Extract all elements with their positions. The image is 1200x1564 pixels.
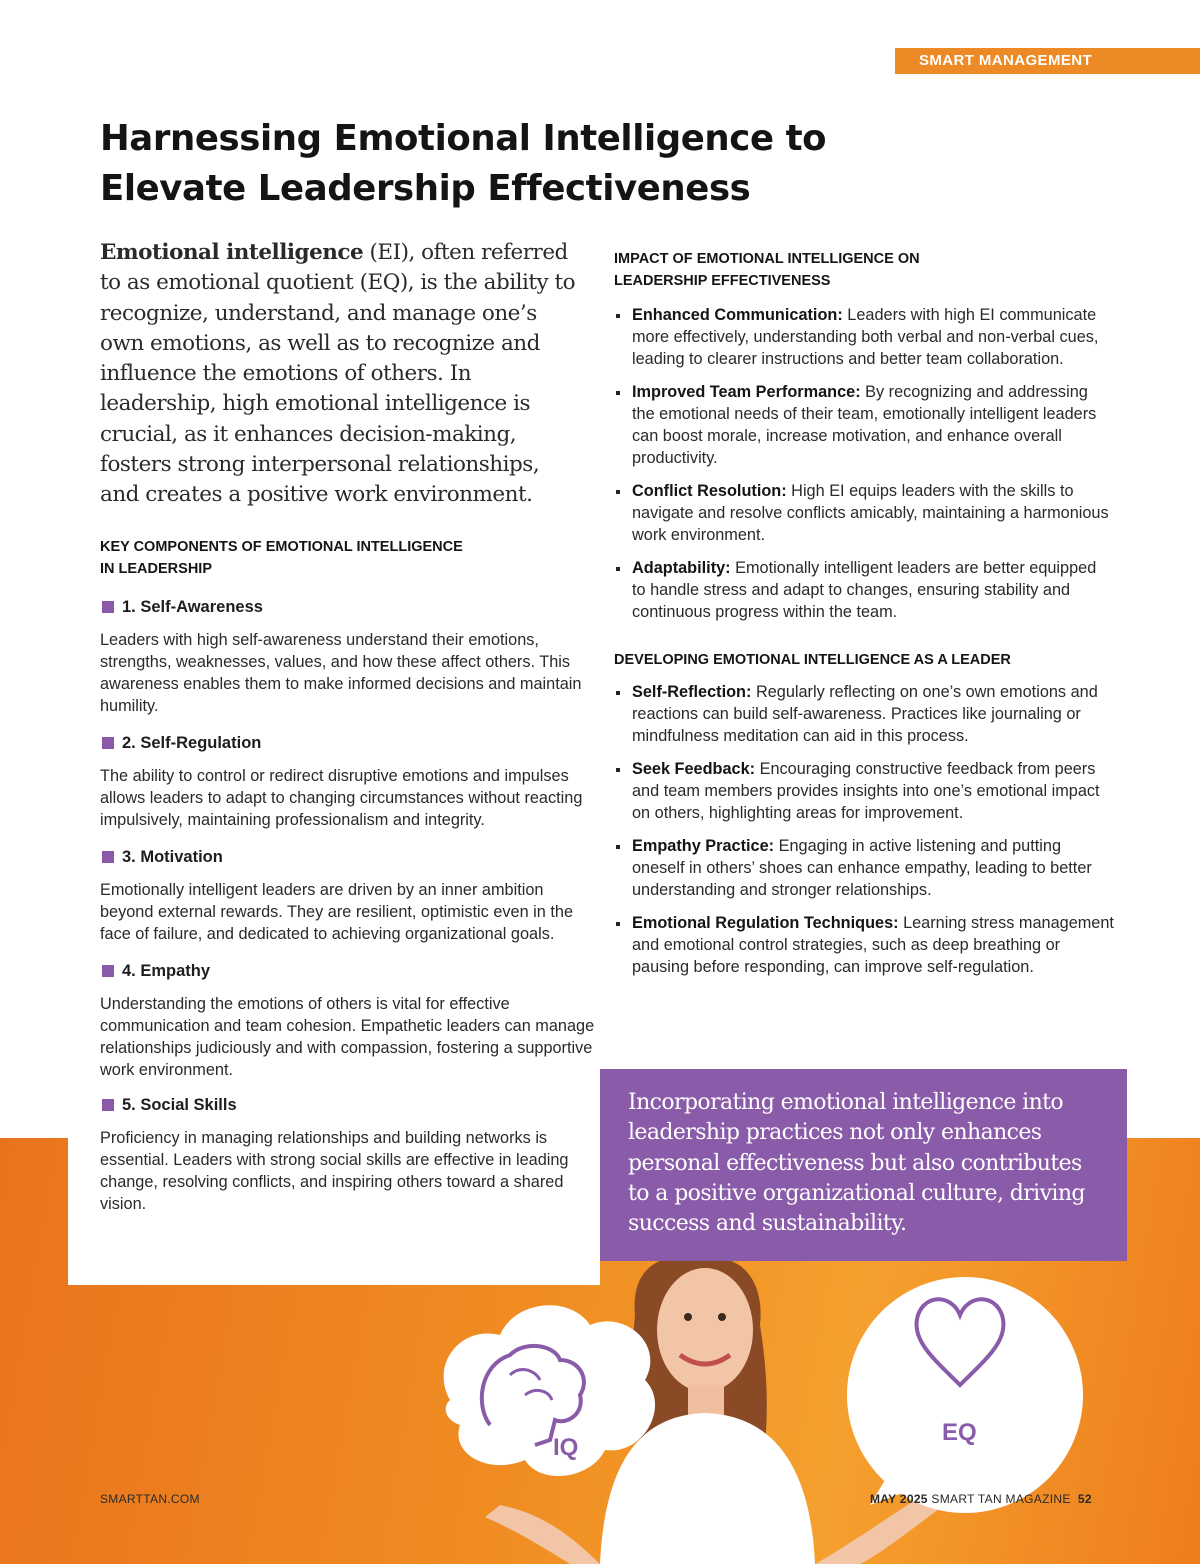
eq-bubble — [847, 1277, 1083, 1513]
item-label: Empathy Practice: — [632, 837, 775, 855]
component-title: 5. Social Skills — [122, 1096, 237, 1114]
developing-list — [614, 681, 1114, 978]
page-number: 52 — [1077, 1492, 1092, 1506]
bullet-icon — [616, 768, 620, 772]
item-text: Regularly reflecting on one’s own emotions and reactions can build self-awareness. Practices like journaling or mindfulness meditation can aid in this process. — [632, 683, 1098, 745]
component-text: Emotionally intelligent leaders are driven by an inner ambition beyond external rewards. They are resilient, optimistic even in the face of failure, and dedicated to achieving organizational goals. — [100, 881, 573, 943]
pull-quote: Incorporating emotional intelligence into leadership practices not only enhances personal effectiveness but also contributes to a positive organizational culture, driving success and sustainability. — [628, 1090, 1085, 1237]
list-item — [614, 304, 1114, 370]
item-label: Emotional Regulation Techniques: — [632, 914, 899, 932]
footer-magazine: SMART TAN MAGAZINE — [931, 1492, 1071, 1506]
right-column — [614, 248, 1114, 978]
component-text: Proficiency in managing relationships and building networks is essential. Leaders with strong social skills are effective in leading change, resolving conflicts, and inspiring others toward a shared vision. — [100, 1129, 569, 1213]
component-item — [100, 732, 600, 831]
article-title: Harnessing Emotional Intelligence to Elevate Leadership Effectiveness — [100, 118, 827, 209]
footer-issue: MAY 2025 — [870, 1492, 928, 1506]
impact-heading-line2: LEADERSHIP EFFECTIVENESS — [614, 273, 831, 289]
purple-square-icon — [102, 601, 114, 613]
lead-rest: (EI), often referred to as emotional quotient (EQ), is the ability to recognize, understand, and manage one’s own emotions, as well as to recognize and influence the emotions of others. In leadership, high emotional intelligence is crucial, as it enhances decision-making, fosters strong interpersonal relationships, and creates a positive work environment. — [100, 240, 576, 508]
key-components-heading — [100, 536, 600, 580]
footer-site: SMARTTAN.COM — [100, 1492, 200, 1506]
bullet-icon — [616, 691, 620, 695]
item-text: High EI equips leaders with the skills to navigate and resolve conflicts amicably, maintaining a harmonious work environment. — [632, 482, 1109, 544]
purple-square-icon — [102, 737, 114, 749]
item-label: Conflict Resolution: — [632, 482, 787, 500]
component-title: 1. Self-Awareness — [122, 598, 263, 616]
list-item — [614, 835, 1114, 901]
component-text: The ability to control or redirect disruptive emotions and impulses allows leaders to adapt to changing circumstances without reacting impulsively, maintaining professionalism and integrity. — [100, 767, 583, 829]
item-text: Emotionally intelligent leaders are better equipped to handle stress and adapt to changes, ensuring stability and continuous progress within the team. — [632, 559, 1097, 621]
component-title: 4. Empathy — [122, 962, 211, 980]
component-text: Leaders with high self-awareness understand their emotions, strengths, weaknesses, values, and how these affect others. This awareness enables them to make informed decisions and maintain humility. — [100, 631, 582, 715]
component-item — [100, 846, 600, 945]
list-item — [614, 557, 1114, 623]
component-title: 2. Self-Regulation — [122, 734, 262, 752]
developing-heading: DEVELOPING EMOTIONAL INTELLIGENCE AS A LEADER — [614, 652, 1011, 668]
bullet-icon — [616, 391, 620, 395]
list-item — [614, 681, 1114, 747]
iq-label: IQ — [553, 1434, 579, 1461]
list-item — [614, 758, 1114, 824]
impact-heading-line1: IMPACT OF EMOTIONAL INTELLIGENCE ON — [614, 251, 920, 267]
impact-heading — [614, 248, 1114, 292]
lead-bold: Emotional intelligence — [100, 240, 364, 265]
component-title: 3. Motivation — [122, 848, 223, 866]
iq-bubble — [444, 1305, 655, 1476]
list-item — [614, 912, 1114, 978]
bullet-icon — [616, 490, 620, 494]
list-item — [614, 480, 1114, 546]
item-label: Seek Feedback: — [632, 760, 756, 778]
purple-square-icon — [102, 965, 114, 977]
item-text: By recognizing and addressing the emotional needs of their team, emotionally intelligent leaders can boost morale, increase motivation, and enhance overall productivity. — [632, 383, 1097, 467]
component-item — [100, 960, 600, 1081]
component-item — [100, 1094, 600, 1215]
item-text: Engaging in active listening and putting oneself in others’ shoes can enhance empathy, leading to better understanding and stronger relationships. — [632, 837, 1092, 899]
list-item — [614, 381, 1114, 469]
item-label: Enhanced Communication: — [632, 306, 843, 324]
item-text: Learning stress management and emotional control strategies, such as deep breathing or pausing before responding, can improve self-regulation. — [632, 914, 1114, 976]
bullet-icon — [616, 567, 620, 571]
item-text: Leaders with high EI communicate more effectively, understanding both verbal and non-verbal cues, leading to clearer instructions and better team collaboration. — [632, 306, 1099, 368]
bullet-icon — [616, 922, 620, 926]
lead-paragraph — [100, 238, 580, 511]
footer-issue-info — [870, 1492, 1092, 1506]
component-item — [100, 596, 600, 717]
item-text: Encouraging constructive feedback from peers and team members provides insights into one’s emotional impact on others, highlighting areas for improvement. — [632, 760, 1100, 822]
key-components-heading-line1: KEY COMPONENTS OF EMOTIONAL INTELLIGENCE — [100, 539, 463, 555]
section-tag: SMART MANAGEMENT — [895, 48, 1200, 74]
item-label: Self-Reflection: — [632, 683, 752, 701]
impact-list — [614, 304, 1114, 623]
bullet-icon — [616, 314, 620, 318]
item-label: Improved Team Performance: — [632, 383, 861, 401]
eq-label: EQ — [942, 1419, 977, 1446]
key-components-heading-line2: IN LEADERSHIP — [100, 561, 212, 577]
key-components-section — [100, 536, 600, 1215]
bullet-icon — [616, 845, 620, 849]
item-label: Adaptability: — [632, 559, 731, 577]
purple-square-icon — [102, 1099, 114, 1111]
component-text: Understanding the emotions of others is vital for effective communication and team cohesion. Empathetic leaders can manage relationships judiciously and with compassion, fostering a supportive work environment. — [100, 995, 595, 1079]
pull-quote-box — [600, 1069, 1127, 1261]
woman-holding-bubbles-photo — [430, 1255, 1130, 1564]
purple-square-icon — [102, 851, 114, 863]
